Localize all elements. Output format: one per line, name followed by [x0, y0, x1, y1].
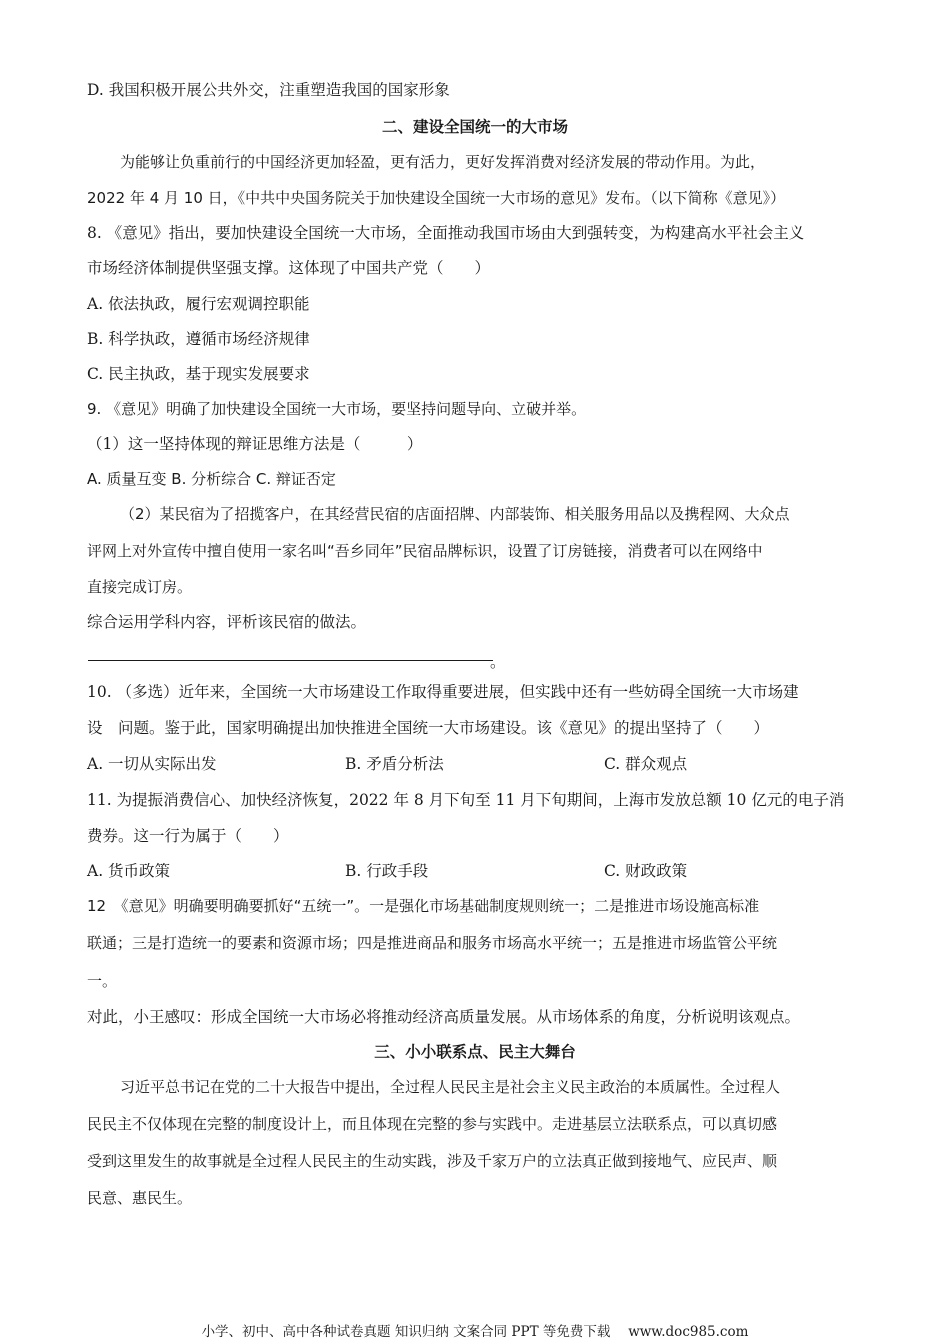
page-footer: 小学、初中、高中各种试卷真题 知识归纳 文案合同 PPT 等免费下载 www.doc985.com	[201, 1324, 749, 1340]
question-8-option-c: C. 民主执政，基于现实发展要求	[87, 365, 310, 383]
question-9-part-2-line-2: 评网上对外宣传中擅自使用一家名叫“吾乡同年”民宿品牌标识，设置了订房链接，消费者可以在网络中	[87, 542, 763, 560]
question-12-line-3: 一。	[87, 972, 118, 990]
question-10-option-c: C. 群众观点	[604, 755, 688, 773]
section-3-paragraph-line-3: 受到这里发生的故事就是全过程人民民主的生动实践，涉及千家万户的立法真正做到接地气、应民声、顺	[87, 1152, 778, 1170]
question-9-part-2-line-3: 直接完成订房。	[87, 578, 193, 596]
question-9-part-2-instruction: 综合运用学科内容，评析该民宿的做法。	[87, 613, 367, 631]
question-11-option-b: B. 行政手段	[345, 862, 429, 880]
question-9-part-2-line-1: （2）某民宿为了招揽客户，在其经营民宿的店面招牌、内部装饰、相关服务用品以及携程网、大众点	[120, 505, 790, 523]
question-10-line-1: 10. （多选）近年来，全国统一大市场建设工作取得重要进展，但实践中还有一些妨碍全国统一大市场建	[87, 683, 799, 701]
section-heading-3: 三、小小联系点、民主大舞台	[374, 1042, 576, 1061]
question-10-option-b: B. 矛盾分析法	[345, 755, 444, 773]
question-12-line-1: 12 《意见》明确要明确要抓好“五统一”。一是强化市场基础制度规则统一；二是推进市场设施高标准	[87, 897, 760, 915]
question-8-line-1: 8. 《意见》指出，要加快建设全国统一大市场，全面推动我国市场由大到强转变，为构建高水平社会主义	[87, 224, 805, 242]
question-10-option-a: A. 一切从实际出发	[87, 755, 217, 773]
question-10-line-2: 设 问题。鉴于此，国家明确提出加快推进全国统一大市场建设。该《意见》的提出坚持了（ ）	[87, 719, 770, 737]
option-d-line: D. 我国积极开展公共外交，注重塑造我国的国家形象	[87, 81, 450, 99]
intro-paragraph-line-2: 2022 年 4 月 10 日，《中共中央国务院关于加快建设全国统一大市场的意见》发布。（以下简称《意见》）	[87, 189, 786, 207]
answer-blank-line[interactable]	[88, 660, 493, 661]
question-11-option-a: A. 货币政策	[87, 862, 171, 880]
intro-paragraph-line-1: 为能够让负重前行的中国经济更加轻盈，更有活力，更好发挥消费对经济发展的带动作用。为此，	[120, 153, 766, 171]
section-3-paragraph-line-1: 习近平总书记在党的二十大报告中提出，全过程人民民主是社会主义民主政治的本质属性。全过程人	[120, 1078, 781, 1096]
question-11-line-1: 11. 为提振消费信心、加快经济恢复，2022 年 8 月下旬至 11 月下旬期间，上海市发放总额 10 亿元的电子消	[87, 791, 845, 809]
answer-blank-period: 。	[490, 653, 506, 671]
question-12-line-4: 对此，小王感叹：形成全国统一大市场必将推动经济高质量发展。从市场体系的角度，分析说明该观点。	[87, 1008, 801, 1026]
question-8-line-2: 市场经济体制提供坚强支撑。这体现了中国共产党（ ）	[87, 259, 491, 277]
section-heading-2: 二、建设全国统一的大市场	[381, 117, 568, 136]
question-12-line-2: 联通；三是打造统一的要素和资源市场；四是推进商品和服务市场高水平统一；五是推进市场监管公平统	[87, 934, 778, 952]
section-3-paragraph-line-4: 民意、惠民生。	[87, 1189, 193, 1207]
question-9-stem: 9. 《意见》明确了加快建设全国统一大市场，要坚持问题导向、立破并举。	[87, 400, 587, 418]
question-9-part-1: （1）这一坚持体现的辩证思维方法是（ ）	[87, 435, 423, 453]
question-11-option-c: C. 财政政策	[604, 862, 688, 880]
question-11-line-2: 费券。这一行为属于（ ）	[87, 827, 289, 845]
question-8-option-b: B. 科学执政，遵循市场经济规律	[87, 330, 310, 348]
section-3-paragraph-line-2: 民民主不仅体现在完整的制度设计上，而且体现在完整的参与实践中。走进基层立法联系点，可以真切感	[87, 1115, 778, 1133]
question-9-part-1-options: A. 质量互变 B. 分析综合 C. 辩证否定	[87, 470, 336, 488]
question-8-option-a: A. 依法执政，履行宏观调控职能	[87, 295, 310, 313]
